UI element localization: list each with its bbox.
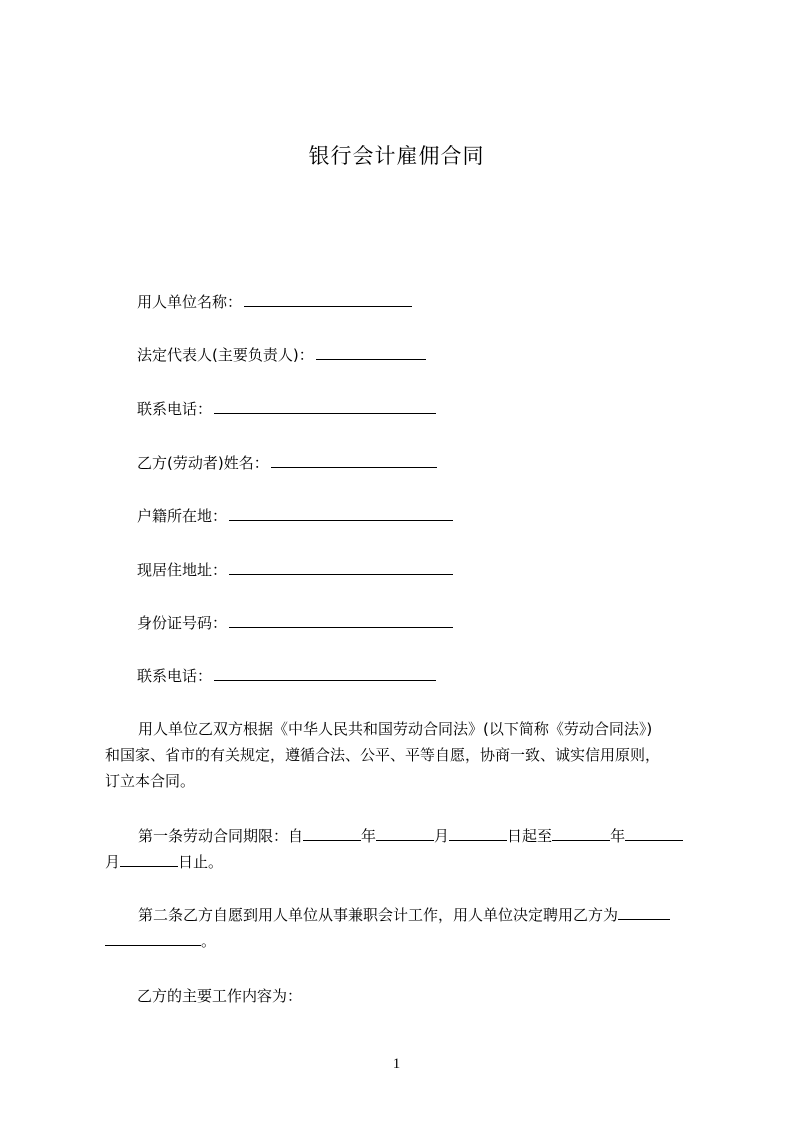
employer-name-field — [137, 291, 412, 313]
position-blank-a — [618, 905, 670, 920]
article-2-paragraph — [105, 902, 705, 954]
preamble-line-2: 和国家、省市的有关规定，遵循合法、公平、平等自愿，协商一致、诚实信用原则， — [105, 746, 661, 764]
article-1-prefix: 第一条劳动合同期限：自 — [138, 827, 304, 845]
phone-a-blank — [214, 399, 436, 414]
legal-rep-blank — [316, 345, 426, 360]
end-day-blank — [120, 852, 178, 867]
document-title: 银行会计雇佣合同 — [308, 144, 485, 168]
article-2-end: 。 — [201, 932, 217, 950]
article-1-year-1: 年 — [361, 827, 377, 845]
end-month-blank-a — [625, 826, 683, 841]
household-blank — [229, 506, 453, 521]
phone-a-label: 联系电话： — [137, 400, 213, 418]
duties-heading: 乙方的主要工作内容为： — [137, 987, 303, 1005]
phone-b-field — [137, 665, 436, 687]
article-1-month-1: 月 — [434, 827, 450, 845]
article-1-paragraph — [105, 823, 705, 875]
article-1-month-2: 月 — [105, 853, 121, 871]
legal-rep-field — [137, 344, 426, 366]
id-number-label: 身份证号码： — [137, 614, 228, 632]
employer-name-blank — [244, 292, 412, 307]
address-field — [137, 559, 453, 581]
start-day-blank — [449, 826, 507, 841]
id-number-field — [137, 612, 453, 634]
employee-name-field — [137, 452, 437, 474]
phone-a-field — [137, 398, 436, 420]
legal-rep-label: 法定代表人(主要负责人)： — [137, 346, 314, 364]
phone-b-label: 联系电话： — [137, 667, 213, 685]
article-1-year-2: 年 — [610, 827, 626, 845]
id-number-blank — [229, 613, 453, 628]
article-1-day-1: 日起至 — [507, 827, 553, 845]
start-year-blank — [303, 826, 361, 841]
preamble-line-1: 用人单位乙双方根据《中华人民共和国劳动合同法》(以下简称《劳动合同法》) — [138, 720, 653, 738]
page-number: 1 — [392, 1056, 401, 1072]
preamble-line-3: 订立本合同。 — [105, 772, 196, 790]
end-year-blank — [552, 826, 610, 841]
employee-name-label: 乙方(劳动者)姓名： — [137, 454, 269, 472]
employer-name-label: 用人单位名称： — [137, 293, 243, 311]
preamble-paragraph — [105, 716, 705, 794]
article-1-end: 日止。 — [178, 853, 224, 871]
article-2-text: 第二条乙方自愿到用人单位从事兼职会计工作，用人单位决定聘用乙方为 — [138, 906, 619, 924]
phone-b-blank — [214, 666, 436, 681]
address-label: 现居住地址： — [137, 561, 228, 579]
employee-name-blank — [271, 453, 437, 468]
household-field — [137, 505, 453, 527]
position-blank-b — [105, 931, 201, 946]
address-blank — [229, 560, 453, 575]
household-label: 户籍所在地： — [137, 507, 228, 525]
start-month-blank — [376, 826, 434, 841]
